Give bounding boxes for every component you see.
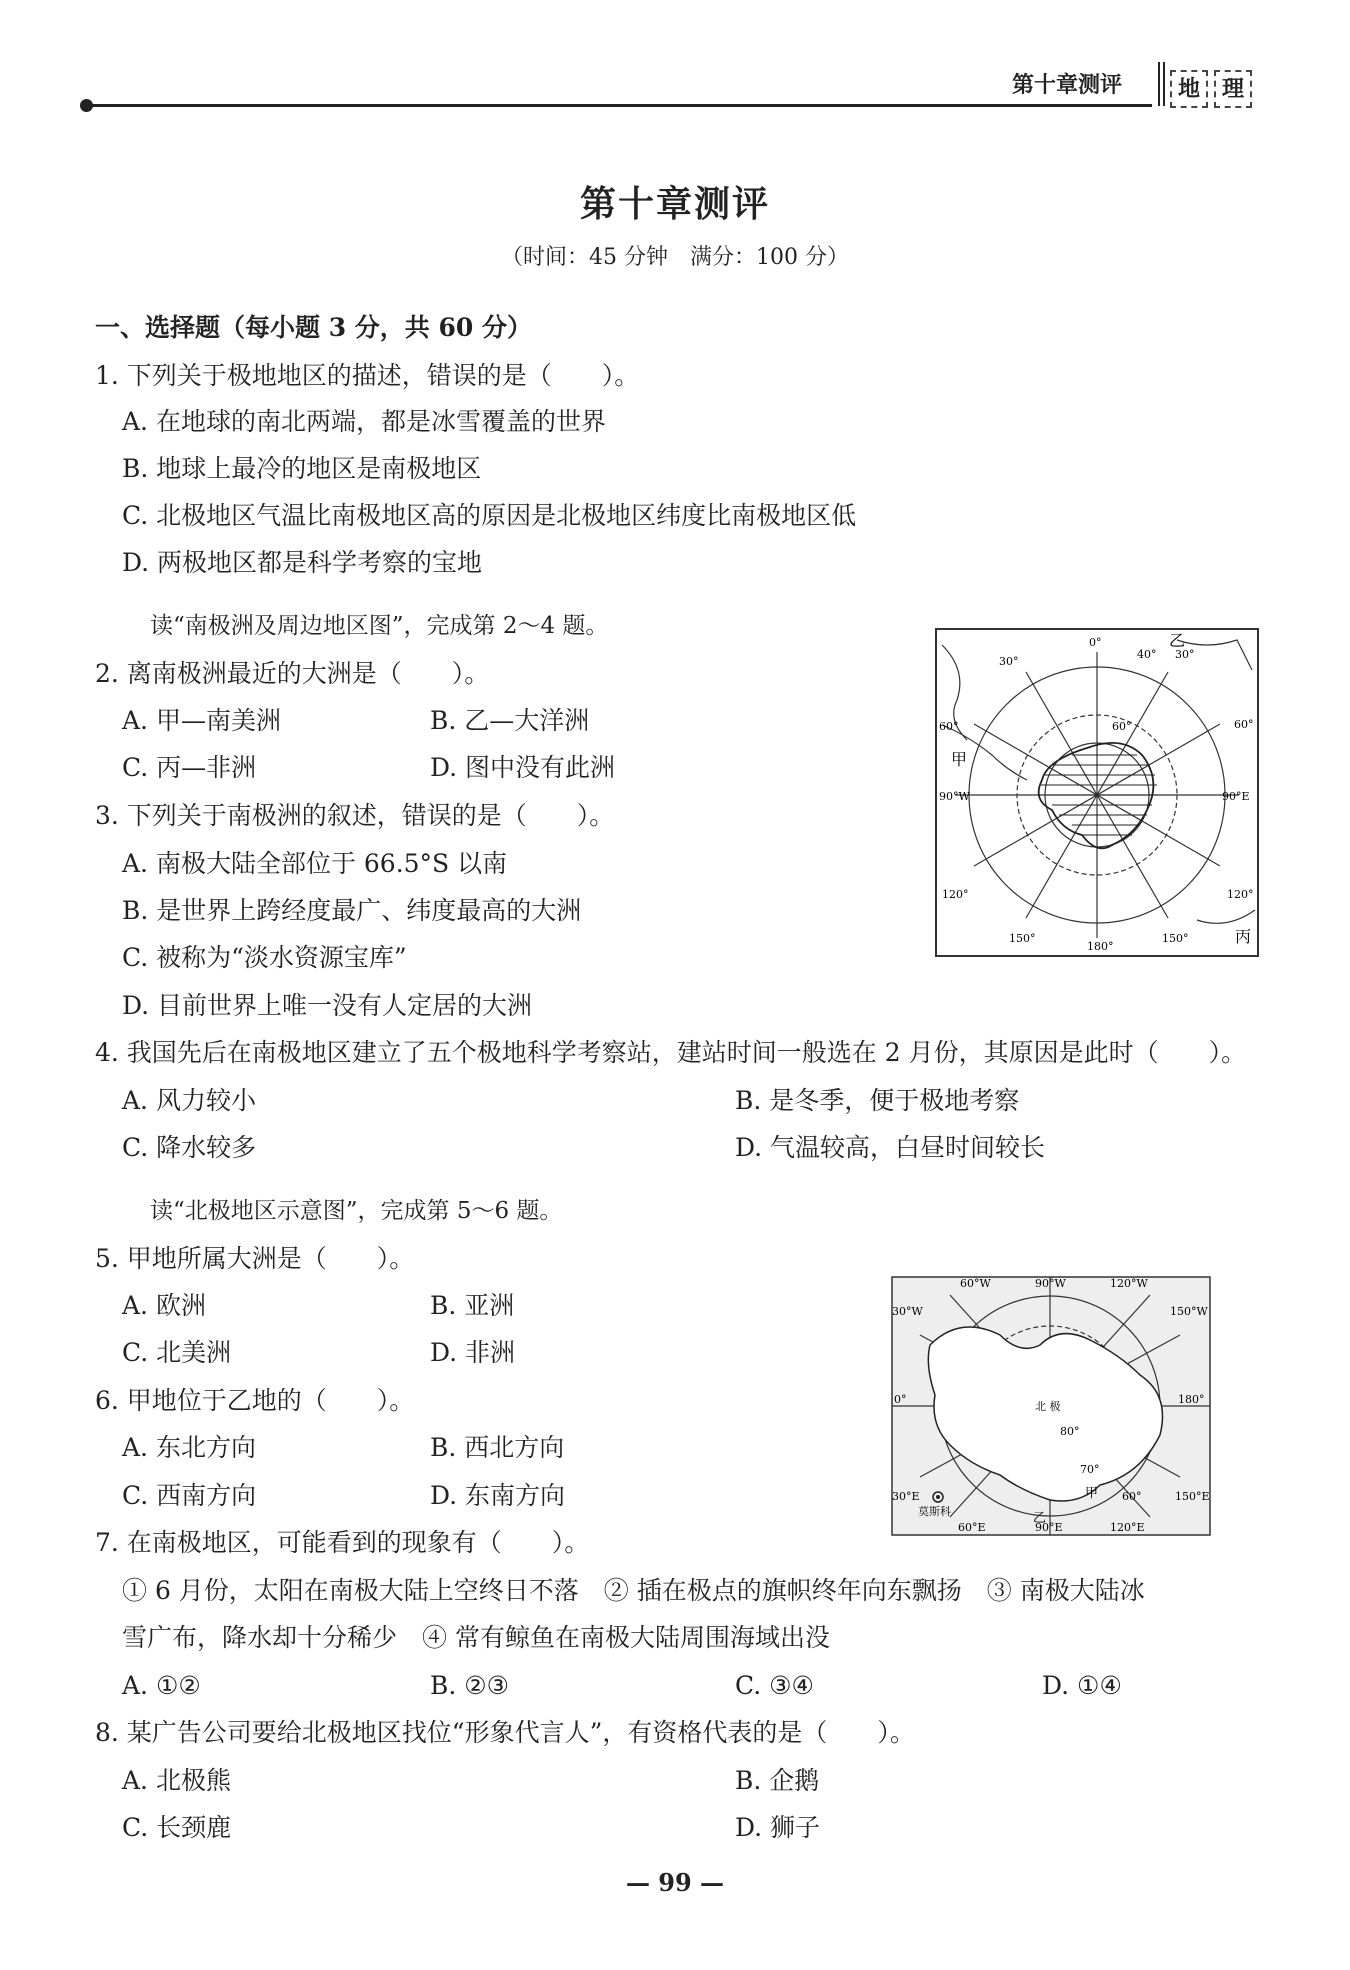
q7-option-d: D. ①④: [1042, 1671, 1122, 1700]
q7-option-c: C. ③④: [735, 1671, 814, 1700]
header-subject-char-2: 理: [1214, 70, 1252, 108]
q8-stem: 8. 某广告公司要给北极地区找位“形象代言人”，有资格代表的是（ ）。: [95, 1718, 915, 1747]
q8-option-a: A. 北极熊: [122, 1766, 231, 1795]
map2-label-60w: 60°W: [960, 1277, 991, 1290]
map2-label-30e: 30°E: [892, 1490, 920, 1503]
q7-option-a: A. ①②: [122, 1671, 201, 1700]
q5-option-c: C. 北美洲: [122, 1338, 232, 1367]
intro-arctic: 读“北极地区示意图”，完成第 5～6 题。: [150, 1198, 563, 1224]
map1-label-60w: 60°: [939, 720, 959, 733]
map1-label-lat60: 60°: [1112, 720, 1132, 733]
q1-option-c: C. 北极地区气温比南极地区高的原因是北极地区纬度比南极地区低: [122, 501, 857, 530]
q4-option-a: A. 风力较小: [122, 1086, 256, 1115]
map2-label-lat60: 60°: [1122, 1490, 1142, 1503]
q5-option-a: A. 欧洲: [122, 1291, 206, 1320]
q2-option-c: C. 丙—非洲: [122, 753, 257, 782]
q2-option-b: B. 乙—大洋洲: [430, 706, 590, 735]
arctic-map: [890, 1275, 1212, 1537]
map2-label-yi: 乙: [1033, 1511, 1047, 1526]
page-number: — 99 —: [625, 1868, 725, 1897]
q2-stem: 2. 离南极洲最近的大洲是（ ）。: [95, 659, 490, 688]
map2-label-180: 180°: [1178, 1393, 1205, 1406]
q5-stem: 5. 甲地所属大洲是（ ）。: [95, 1244, 415, 1273]
map2-label-90w: 90°W: [1035, 1277, 1066, 1290]
q6-option-a: A. 东北方向: [122, 1433, 256, 1462]
map1-label-30w: 30°: [999, 655, 1019, 668]
q5-option-b: B. 亚洲: [430, 1291, 515, 1320]
map2-label-150w: 150°W: [1170, 1305, 1208, 1318]
map1-label-0: 0°: [1089, 636, 1102, 649]
map2-label-120e: 120°E: [1110, 1521, 1145, 1534]
q8-option-d: D. 狮子: [735, 1813, 821, 1842]
q7-statements-1: ① 6 月份，太阳在南极大陆上空终日不落 ② 插在极点的旗帜终年向东飘扬 ③ 南极大陆冰: [122, 1576, 1145, 1605]
q7-statements-2: 雪广布，降水却十分稀少 ④ 常有鲸鱼在南极大陆周围海域出没: [122, 1623, 830, 1652]
map1-label-90e: 90°E: [1222, 790, 1250, 803]
header-chapter: 第十章测评: [1012, 72, 1123, 98]
map1-label-jia: 甲: [951, 750, 968, 769]
q6-option-c: C. 西南方向: [122, 1481, 257, 1510]
q8-option-b: B. 企鹅: [735, 1766, 820, 1795]
map2-label-120w: 120°W: [1110, 1277, 1148, 1290]
map2-label-jia: 甲: [1085, 1486, 1099, 1501]
q3-option-c: C. 被称为“淡水资源宝库”: [122, 943, 407, 972]
map2-label-60e: 60°E: [958, 1521, 986, 1534]
map1-label-150e: 150°: [1162, 932, 1189, 945]
q4-option-c: C. 降水较多: [122, 1133, 257, 1162]
map2-label-0: 0°: [894, 1393, 907, 1406]
map1-label-40: 40°: [1137, 648, 1157, 661]
map2-label-30w: 30°W: [892, 1305, 923, 1318]
q3-option-d: D. 目前世界上唯一没有人定居的大洲: [122, 991, 533, 1020]
q4-option-d: D. 气温较高，白昼时间较长: [735, 1133, 1046, 1162]
q3-option-a: A. 南极大陆全部位于 66.5°S 以南: [122, 849, 508, 878]
map1-label-180: 180°: [1087, 940, 1114, 953]
map2-label-80: 80°: [1060, 1425, 1080, 1438]
map1-label-90w: 90°W: [939, 790, 970, 803]
q1-option-b: B. 地球上最冷的地区是南极地区: [122, 454, 482, 483]
header-subject-char-1: 地: [1170, 70, 1208, 108]
q1-option-d: D. 两极地区都是科学考察的宝地: [122, 548, 483, 577]
map1-label-120w: 120°: [942, 888, 969, 901]
page-subtitle: （时间：45 分钟 满分：100 分）: [501, 245, 849, 270]
q8-option-c: C. 长颈鹿: [122, 1813, 232, 1842]
intro-antarctica: 读“南极洲及周边地区图”，完成第 2～4 题。: [150, 613, 609, 639]
q2-option-d: D. 图中没有此洲: [430, 753, 616, 782]
q1-stem: 1. 下列关于极地地区的描述，错误的是（ ）。: [95, 361, 640, 390]
page-title: 第十章测评: [579, 183, 770, 225]
section-heading: 一、选择题（每小题 3 分，共 60 分）: [95, 313, 533, 342]
antarctica-map: [935, 628, 1259, 957]
map2-label-70: 70°: [1080, 1463, 1100, 1476]
q1-option-a: A. 在地球的南北两端，都是冰雪覆盖的世界: [122, 407, 606, 436]
map2-label-moscow: 莫斯科: [918, 1505, 951, 1518]
map2-label-90e: 90°E: [1035, 1521, 1063, 1534]
map1-label-150w: 150°: [1009, 932, 1036, 945]
map2-label-150e: 150°E: [1175, 1490, 1210, 1503]
q6-option-b: B. 西北方向: [430, 1433, 565, 1462]
q3-option-b: B. 是世界上跨经度最广、纬度最高的大洲: [122, 896, 582, 925]
q3-stem: 3. 下列关于南极洲的叙述，错误的是（ ）。: [95, 801, 615, 830]
q7-option-b: B. ②③: [430, 1671, 510, 1700]
map1-label-30e: 30°: [1175, 648, 1195, 661]
map2-label-pole: 北 极: [1035, 1400, 1061, 1413]
q4-stem: 4. 我国先后在南极地区建立了五个极地科学考察站，建站时间一般选在 2 月份，其原因是此时（ ）。: [95, 1038, 1247, 1067]
header-separator: [1158, 62, 1165, 106]
q2-option-a: A. 甲—南美洲: [122, 706, 281, 735]
map1-label-bing: 丙: [1235, 927, 1252, 946]
q6-stem: 6. 甲地位于乙地的（ ）。: [95, 1386, 415, 1415]
q7-stem: 7. 在南极地区，可能看到的现象有（ ）。: [95, 1528, 590, 1557]
header-rule: [85, 104, 1152, 107]
map1-label-yi: 乙: [1169, 631, 1186, 650]
q4-option-b: B. 是冬季，便于极地考察: [735, 1086, 1020, 1115]
map1-label-60e: 60°: [1234, 718, 1254, 731]
q6-option-d: D. 东南方向: [430, 1481, 566, 1510]
q5-option-d: D. 非洲: [430, 1338, 516, 1367]
map1-label-120e: 120°: [1227, 888, 1254, 901]
